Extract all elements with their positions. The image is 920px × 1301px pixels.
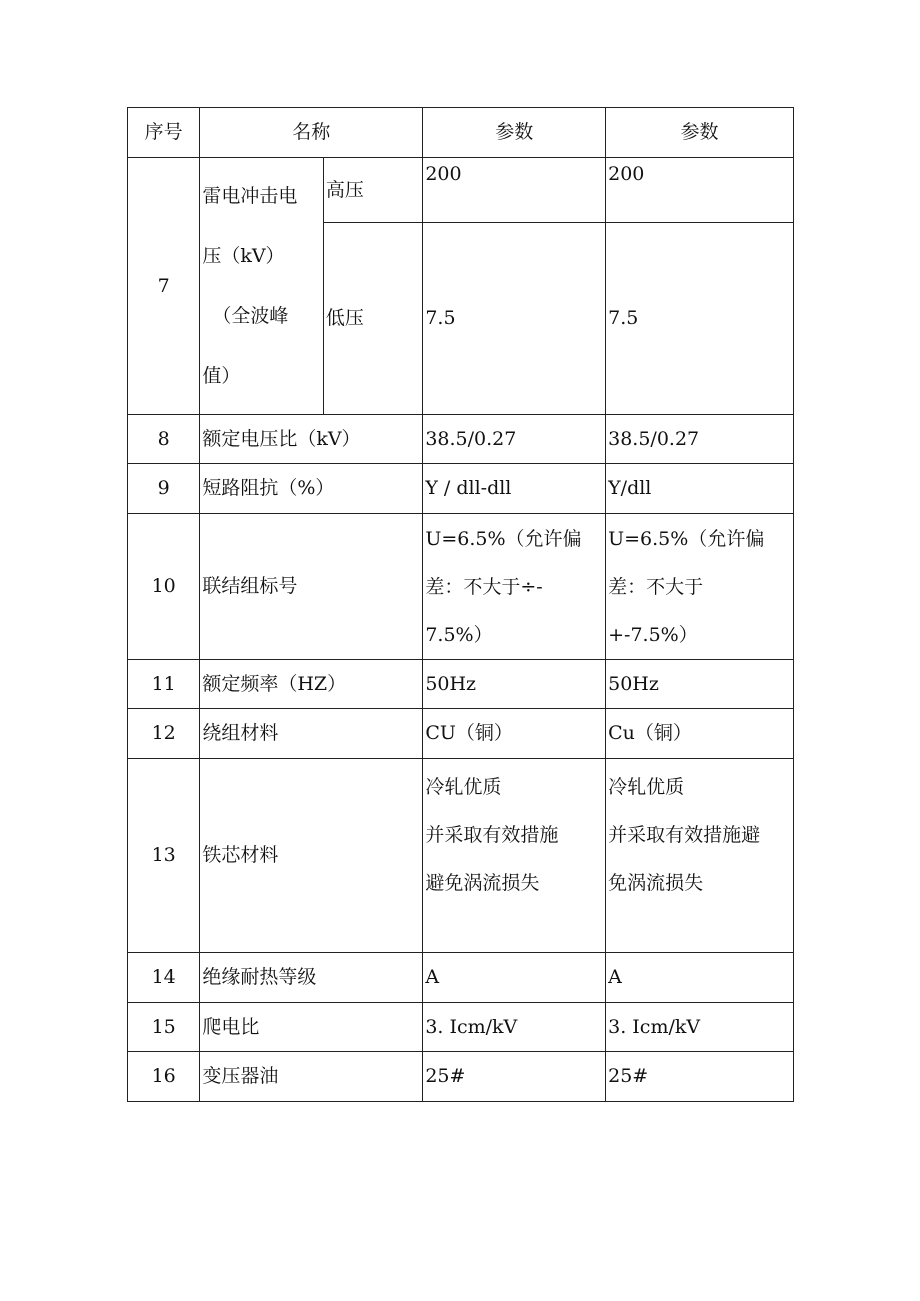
row-name: 额定电压比（kV） [200,415,423,464]
param-2: 25# [606,1052,794,1102]
table-row [128,660,794,709]
param-line: U=6.5%（允许偏 [608,527,765,550]
param-1: 50Hz [423,660,606,709]
header-param-2: 参数 [606,108,794,158]
row-number: 12 [128,709,200,759]
row-name: 铁芯材料 [200,759,423,953]
row-number: 14 [128,953,200,1003]
param-1: 38.5/0.27 [423,415,606,464]
row-name: 额定频率（HZ） [200,660,423,709]
row-name-line: 雷电冲击电 [202,185,298,207]
param-line: +-7.5%） [608,623,698,646]
row-name: 联结组标号 [200,514,423,660]
table-row [128,953,794,1003]
sub-label-high: 高压 [323,158,422,223]
row-name: 短路阻抗（%） [200,464,423,514]
param-2-high: 200 [606,158,794,223]
param-1: Y / dll-dll [423,464,606,514]
param-line: 并采取有效措施 [425,824,559,846]
sub-label-low: 低压 [323,223,422,415]
row-number: 15 [128,1003,200,1052]
row-number: 13 [128,759,200,953]
param-2: 3. Icm/kV [606,1003,794,1052]
row-name: 爬电比 [200,1003,423,1052]
table-row [128,1003,794,1052]
param-1-low: 7.5 [423,223,606,415]
param-1 [423,514,606,660]
header-row [128,108,794,158]
param-1 [423,759,606,953]
row-name-line: 压（kV） [202,245,285,267]
table-row [128,415,794,464]
param-2-low: 7.5 [606,223,794,415]
param-2: Cu（铜） [606,709,794,759]
param-2 [606,759,794,953]
table-row [128,514,794,660]
row-name: 绕组材料 [200,709,423,759]
param-2: 50Hz [606,660,794,709]
header-param-1: 参数 [423,108,606,158]
table-row [128,158,794,223]
param-2: 38.5/0.27 [606,415,794,464]
row-number: 11 [128,660,200,709]
param-line: 差：不大于 [608,575,704,598]
param-line: 并采取有效措施避 [608,824,761,846]
param-line: 免涡流损失 [608,872,704,894]
row-name-line: 值） [202,365,241,387]
table-row [128,1052,794,1102]
param-1-high: 200 [423,158,606,223]
row-name [200,158,324,415]
row-number: 8 [128,415,200,464]
row-name: 变压器油 [200,1052,423,1102]
param-line: 冷轧优质 [608,776,685,798]
table-row [128,759,794,953]
row-number: 7 [128,158,200,415]
param-line: 7.5%） [425,623,493,646]
header-name: 名称 [200,108,423,158]
row-number: 10 [128,514,200,660]
table-row [128,709,794,759]
param-1: CU（铜） [423,709,606,759]
param-2: Y/dll [606,464,794,514]
row-number: 9 [128,464,200,514]
param-1: 3. Icm/kV [423,1003,606,1052]
param-line: 差：不大于÷- [425,575,543,598]
row-name-line: （全波峰 [212,305,289,327]
param-1: 25# [423,1052,606,1102]
spec-table [127,107,794,1102]
param-2: A [606,953,794,1003]
param-2 [606,514,794,660]
param-line: 冷轧优质 [425,776,502,798]
param-line: U=6.5%（允许偏 [425,527,582,550]
row-name: 绝缘耐热等级 [200,953,423,1003]
param-1: A [423,953,606,1003]
header-no: 序号 [128,108,200,158]
param-line: 避免涡流损失 [425,872,540,894]
table-row [128,464,794,514]
row-number: 16 [128,1052,200,1102]
